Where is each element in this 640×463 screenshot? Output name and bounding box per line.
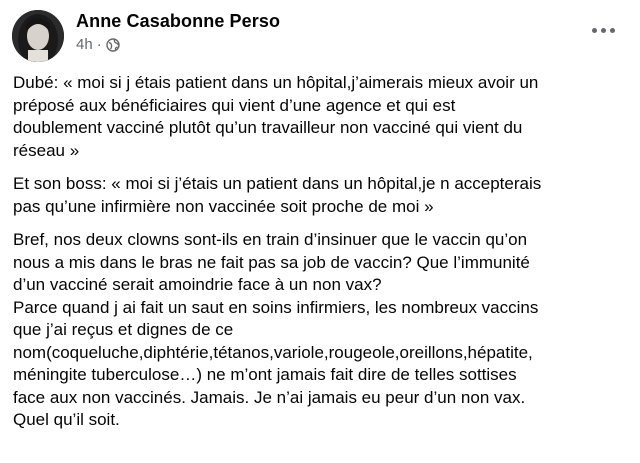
post-paragraph xyxy=(13,72,633,162)
text-line: Quel qu’il soit. xyxy=(13,410,120,429)
post-meta xyxy=(76,36,120,53)
post-time[interactable]: 4h xyxy=(76,36,93,53)
more-options-icon[interactable] xyxy=(588,20,618,40)
text-line: préposé aux bénéficiaires qui vient d’une agence et qui est xyxy=(13,95,456,115)
text-line: nous a mis dans le bras ne fait pas sa job de vaccin? Que l’immunité xyxy=(13,252,530,272)
more-dot xyxy=(601,28,606,33)
more-dot xyxy=(592,28,597,33)
post-paragraph xyxy=(13,229,633,432)
text-line: Bref, nos deux clowns sont-ils en train d’insinuer que le vaccin qu’on xyxy=(13,230,528,249)
avatar[interactable] xyxy=(12,10,64,62)
post-header xyxy=(0,0,640,66)
meta-separator: · xyxy=(96,36,102,53)
more-dot xyxy=(610,28,615,33)
author-name[interactable]: Anne Casabonne Perso xyxy=(76,11,281,31)
post-body xyxy=(13,72,633,443)
text-line: Et son boss: « moi si j’étais un patient dans un hôpital,je n accepterais xyxy=(13,174,542,193)
text-line: que j’ai reçus et dignes de ce xyxy=(13,320,234,339)
post-paragraph xyxy=(13,173,633,218)
text-line: réseau » xyxy=(13,140,80,160)
text-line: doublement vacciné plutôt qu’un travailleur non vacciné qui vient du xyxy=(13,118,523,137)
text-line: Parce quand j ai fait un saut en soins infirmiers, les nombreux vaccins xyxy=(13,297,539,317)
text-line: méningite tuberculose…) ne m’ont jamais fait dire de telles sottises xyxy=(13,365,517,384)
text-line: Dubé: « moi si j étais patient dans un hôpital,j’aimerais mieux avoir un xyxy=(13,73,539,92)
text-line: nom(coqueluche,diphtérie,tétanos,variole,rougeole,oreillons,hépatite, xyxy=(13,342,533,362)
text-line: face aux non vaccinés. Jamais. Je n’ai jamais eu peur d’un non vax. xyxy=(13,387,526,407)
text-line: d’un vacciné serait amoindrie face à un non vax? xyxy=(13,275,382,294)
globe-icon[interactable] xyxy=(106,38,120,52)
text-line: pas qu’une infirmière non vaccinée soit proche de moi » xyxy=(13,196,434,216)
